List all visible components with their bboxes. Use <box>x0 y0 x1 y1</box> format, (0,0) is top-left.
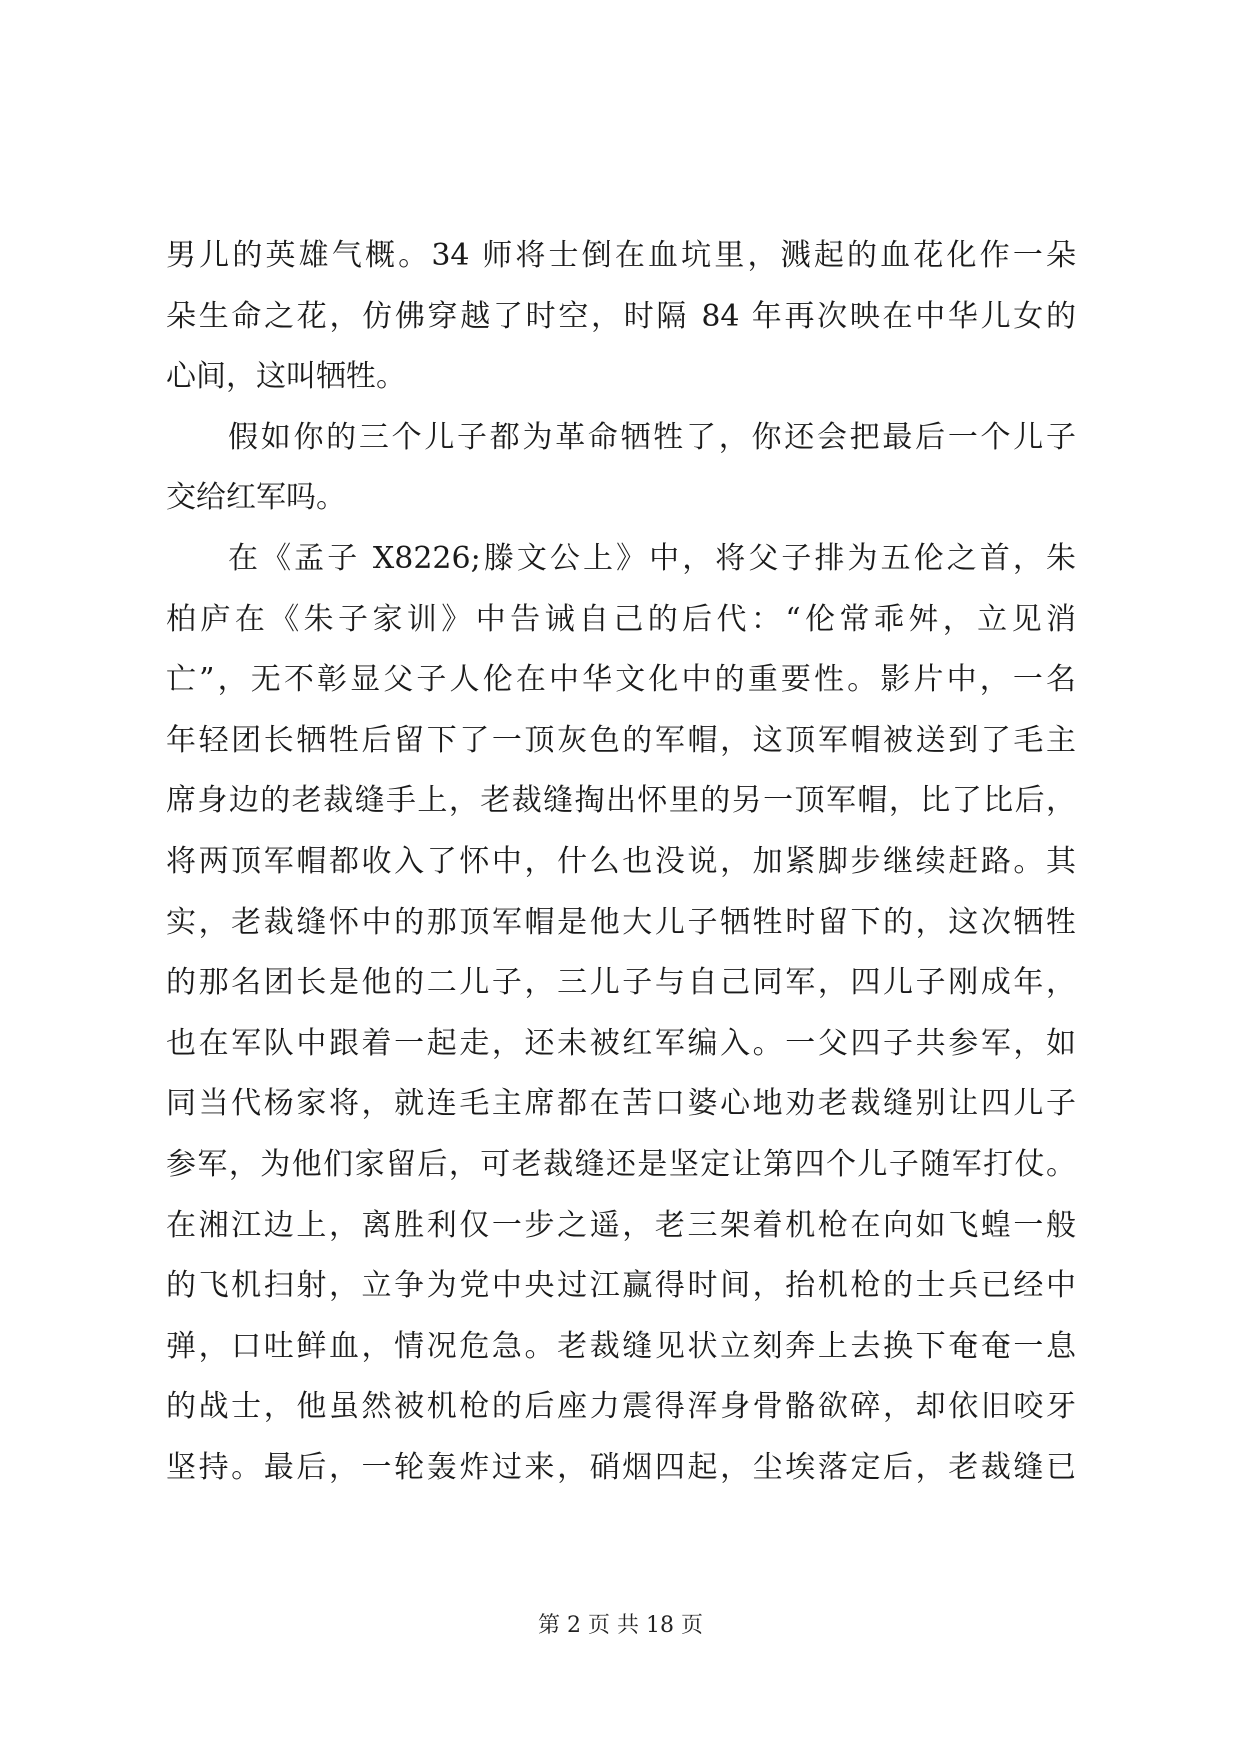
text-line: 将两顶军帽都收入了怀中，什么也没说，加紧脚步继续赶路。其 <box>166 843 1076 879</box>
text-line: 心间，这叫牺牲。 <box>166 359 406 395</box>
text-line: 的飞机扫射，立争为党中央过江赢得时间，抬机枪的士兵已经中 <box>166 1268 1076 1304</box>
text-line: 的那名团长是他的二儿子，三儿子与自己同军，四儿子刚成年， <box>166 965 1076 1001</box>
text-line: 假如你的三个儿子都为革命牺牲了，你还会把最后一个儿子 <box>228 419 1076 455</box>
paragraph <box>166 529 1076 1499</box>
text-line: 实，老裁缝怀中的那顶军帽是他大儿子牺牲时留下的，这次牺牲 <box>166 904 1076 940</box>
text-line: 参军，为他们家留后，可老裁缝还是坚定让第四个儿子随军打仗。 <box>166 1146 1076 1182</box>
text-line: 朵生命之花，仿佛穿越了时空，时隔 84 年再次映在中华儿女的 <box>166 298 1076 334</box>
text-line: 的战士，他虽然被机枪的后座力震得浑身骨骼欲碎，却依旧咬牙 <box>166 1389 1076 1425</box>
text-line: 在湘江边上，离胜利仅一步之遥，老三架着机枪在向如飞蝗一般 <box>166 1207 1076 1243</box>
paragraph <box>166 226 1076 408</box>
text-line: 在《孟子 X8226;滕文公上》中，将父子排为五伦之首，朱 <box>228 540 1076 576</box>
body-text <box>166 226 1076 1498</box>
text-line: 同当代杨家将，就连毛主席都在苦口婆心地劝老裁缝别让四儿子 <box>166 1086 1076 1122</box>
text-line: 也在军队中跟着一起走，还未被红军编入。一父四子共参军，如 <box>166 1025 1076 1061</box>
text-line: 席身边的老裁缝手上，老裁缝掏出怀里的另一顶军帽，比了比后， <box>166 783 1076 819</box>
text-line: 亡”，无不彰显父子人伦在中华文化中的重要性。影片中，一名 <box>166 662 1076 698</box>
text-line: 坚持。最后，一轮轰炸过来，硝烟四起，尘埃落定后，老裁缝已 <box>166 1449 1076 1485</box>
text-line: 弹，口吐鲜血，情况危急。老裁缝见状立刻奔上去换下奄奄一息 <box>166 1328 1076 1364</box>
paragraph <box>166 408 1076 529</box>
text-line: 柏庐在《朱子家训》中告诫自己的后代：“伦常乖舛，立见消 <box>166 601 1076 637</box>
text-line: 交给红军吗。 <box>166 480 346 516</box>
page-number-footer: 第 2 页 共 18 页 <box>538 1613 703 1638</box>
text-line: 男儿的英雄气概。34 师将士倒在血坑里，溅起的血花化作一朵 <box>166 238 1076 273</box>
text-line: 年轻团长牺牲后留下了一顶灰色的军帽，这顶军帽被送到了毛主 <box>166 722 1076 758</box>
